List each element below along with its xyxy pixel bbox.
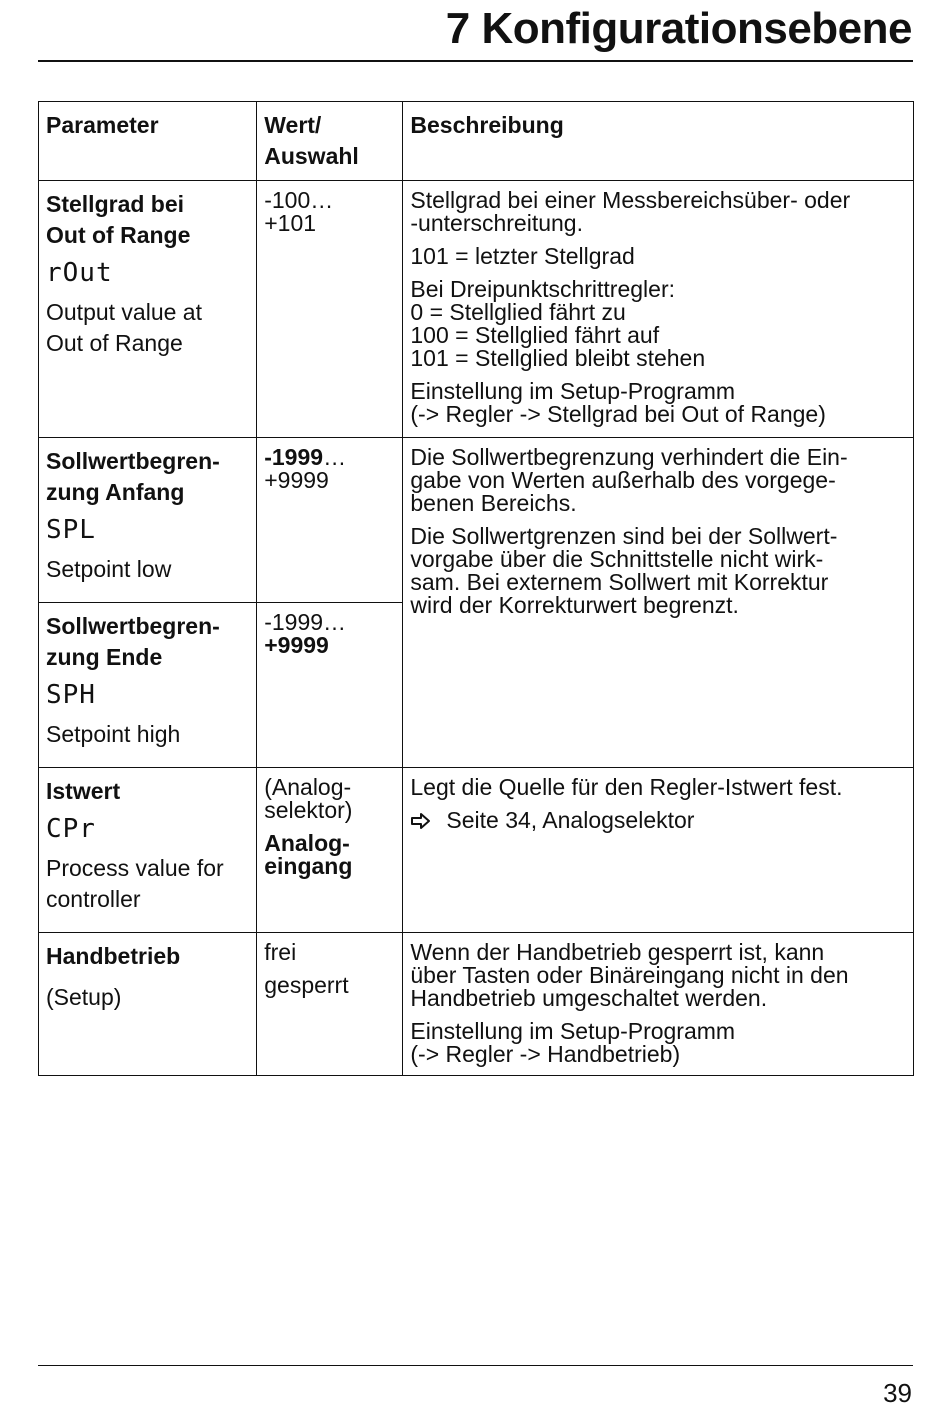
default-value: -1999 <box>264 444 324 470</box>
desc-paragraph <box>410 525 907 617</box>
param-name: Handbetrieb <box>46 943 181 969</box>
desc-line: Die Sollwertgrenzen sind bei der Sollwert- <box>410 523 838 549</box>
cross-reference-text: Seite 34, Analogselektor <box>446 807 695 833</box>
header-wert-line1: Wert/ <box>264 112 322 138</box>
value-option: (Analog- <box>264 774 352 800</box>
description-cell <box>403 181 914 438</box>
desc-line: 101 = letzter Stellgrad <box>410 243 635 269</box>
table-row-spl <box>39 438 914 603</box>
desc-line: (-> Regler -> Handbetrieb) <box>410 1041 681 1067</box>
desc-line: sam. Bei externem Sollwert mit Korrektur <box>410 569 829 595</box>
desc-paragraph <box>410 245 907 268</box>
desc-line: Bei Dreipunktschrittregler: <box>410 276 675 302</box>
description-cell <box>403 768 914 933</box>
param-cell <box>39 768 257 933</box>
parameter-table <box>38 101 914 1076</box>
value-cell <box>257 933 403 1076</box>
desc-line: über Tasten oder Binäreingang nicht in den <box>410 962 849 988</box>
desc-paragraph <box>410 446 907 515</box>
value-option: frei <box>264 939 297 965</box>
desc-line: Handbetrieb umgeschaltet werden. <box>410 985 768 1011</box>
header-wert-line2: Auswahl <box>264 143 359 169</box>
desc-line: vorgabe über die Schnittstelle nicht wirk- <box>410 546 824 572</box>
value-cell <box>257 181 403 438</box>
desc-line: wird der Korrekturwert begrenzt. <box>410 592 739 618</box>
value-option: selektor) <box>264 797 353 823</box>
param-english: Output value at <box>46 299 202 325</box>
desc-paragraph <box>410 1020 907 1066</box>
param-name: Istwert <box>46 778 121 804</box>
default-value: Analog- <box>264 830 350 856</box>
display-code: rOut <box>46 258 113 288</box>
header-beschreibung: Beschreibung <box>403 102 914 181</box>
table-row-cpr <box>39 768 914 933</box>
desc-line: Einstellung im Setup-Programm <box>410 1018 736 1044</box>
display-code: SPH <box>46 680 96 710</box>
default-value: eingang <box>264 853 353 879</box>
param-english: controller <box>46 886 141 912</box>
default-value: +9999 <box>264 632 329 658</box>
table-row-handbetrieb <box>39 933 914 1076</box>
desc-paragraph <box>410 941 907 1010</box>
desc-line: gabe von Werten außerhalb des vorgege- <box>410 467 836 493</box>
value-cell <box>257 603 403 768</box>
param-cell <box>39 603 257 768</box>
description-cell <box>403 438 914 768</box>
desc-line: Stellgrad bei einer Messbereichsüber- oder <box>410 187 851 213</box>
value-ellipsis: … <box>323 444 347 470</box>
param-name: zung Anfang <box>46 479 185 505</box>
table-row-rout <box>39 181 914 438</box>
value-range: +9999 <box>264 467 329 493</box>
param-cell <box>39 438 257 603</box>
value-range <box>264 446 396 469</box>
param-name: Sollwertbegren- <box>46 448 220 474</box>
param-english: Process value for <box>46 855 224 881</box>
value-group <box>264 776 396 822</box>
display-code: SPL <box>46 515 96 545</box>
desc-paragraph <box>410 380 907 426</box>
param-english: Setpoint high <box>46 721 181 747</box>
desc-line: Die Sollwertbegrenzung verhindert die Ein- <box>410 444 848 470</box>
desc-line: 101 = Stellglied bleibt stehen <box>410 345 706 371</box>
arrow-right-icon <box>410 809 446 832</box>
desc-line: benen Bereichs. <box>410 490 577 516</box>
value-range: +101 <box>264 210 317 236</box>
param-english: Setpoint low <box>46 556 172 582</box>
chapter-title: 7 Konfigurationsebene <box>445 4 912 53</box>
desc-line: Wenn der Handbetrieb gesperrt ist, kann <box>410 939 825 965</box>
display-code: CPr <box>46 814 96 844</box>
header-parameter: Parameter <box>39 102 257 181</box>
param-cell <box>39 933 257 1076</box>
desc-paragraph <box>410 189 907 235</box>
desc-line: 100 = Stellglied fährt auf <box>410 322 660 348</box>
desc-line: -unterschreitung. <box>410 210 583 236</box>
param-name: Sollwertbegren- <box>46 613 220 639</box>
desc-line: Legt die Quelle für den Regler-Istwert fest. <box>410 774 843 800</box>
value-range: -1999… <box>264 609 347 635</box>
value-range: -100… <box>264 187 334 213</box>
page-number: 39 <box>883 1378 912 1408</box>
cross-reference[interactable] <box>410 809 907 832</box>
param-name: Out of Range <box>46 222 191 248</box>
desc-line: 0 = Stellglied fährt zu <box>410 299 626 325</box>
param-name: Stellgrad bei <box>46 191 185 217</box>
header-rule <box>38 60 913 62</box>
desc-paragraph <box>410 278 907 370</box>
desc-line: Einstellung im Setup-Programm <box>410 378 736 404</box>
param-name: zung Ende <box>46 644 163 670</box>
param-note: (Setup) <box>46 984 122 1010</box>
value-group <box>264 832 396 878</box>
header-wert <box>257 102 403 181</box>
description-cell <box>403 933 914 1076</box>
desc-line: (-> Regler -> Stellgrad bei Out of Range) <box>410 401 826 427</box>
param-cell <box>39 181 257 438</box>
param-english: Out of Range <box>46 330 183 356</box>
value-option: gesperrt <box>264 972 349 998</box>
value-cell <box>257 438 403 603</box>
value-cell <box>257 768 403 933</box>
table-header-row <box>39 102 914 181</box>
footer-rule <box>38 1365 913 1366</box>
